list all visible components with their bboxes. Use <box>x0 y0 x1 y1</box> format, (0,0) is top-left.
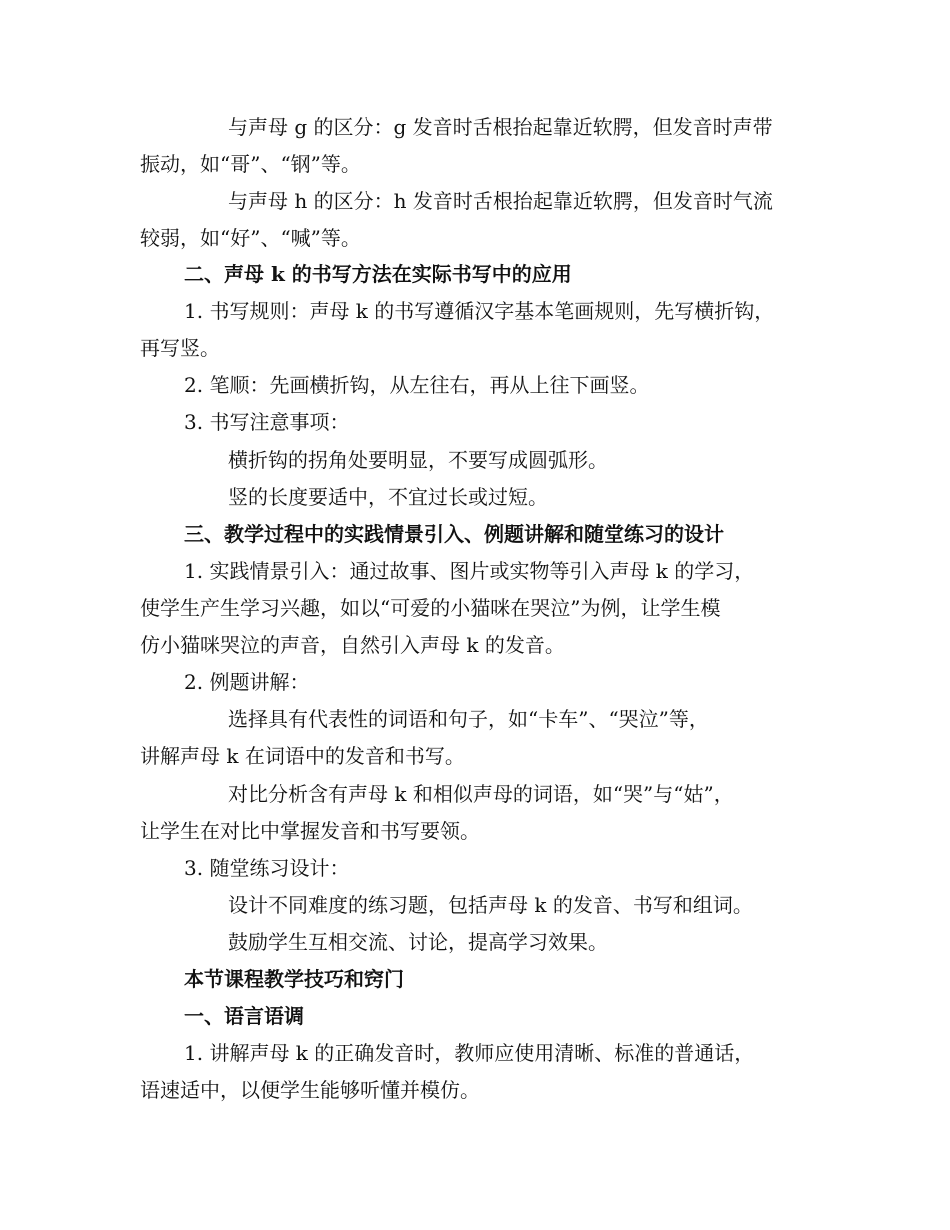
paragraph-g-distinction-line2: 振动，如“哥”、“钢”等。 <box>140 152 361 176</box>
teaching-practice-2: 鼓励学生互相交流、讨论，提高学习效果。 <box>228 930 608 954</box>
writing-rule-line1: 1. 书写规则：声母 k 的书写遵循汉字基本笔画规则，先写横折钩， <box>184 299 775 323</box>
teaching-practice-1: 设计不同难度的练习题，包括声母 k 的发音、书写和组词。 <box>228 893 753 917</box>
teaching-practice-title: 3. 随堂练习设计： <box>184 856 350 880</box>
writing-note-2: 竖的长度要适中，不宜过长或过短。 <box>228 485 548 509</box>
teaching-scenario-line3: 仿小猫咪哭泣的声音，自然引入声母 k 的发音。 <box>140 633 565 657</box>
teaching-scenario-line1: 1. 实践情景引入：通过故事、图片或实物等引入声母 k 的学习， <box>184 559 755 583</box>
writing-rule-line2: 再写竖。 <box>140 336 220 360</box>
language-item1-line1: 1. 讲解声母 k 的正确发音时，教师应使用清晰、标准的普通话， <box>184 1041 755 1065</box>
writing-notes-title: 3. 书写注意事项： <box>184 410 350 434</box>
paragraph-h-distinction-line1: 与声母 h 的区分：h 发音时舌根抬起靠近软腭，但发音时气流 <box>228 189 773 213</box>
section-heading-language: 一、语言语调 <box>184 1004 304 1028</box>
teaching-scenario-line2: 使学生产生学习兴趣，如以“可爱的小猫咪在哭泣”为例，让学生模 <box>140 596 721 620</box>
paragraph-h-distinction-line2: 较弱，如“好”、“喊”等。 <box>140 226 361 250</box>
teaching-example1-line2: 讲解声母 k 在词语中的发音和书写。 <box>140 744 465 768</box>
language-item1-line2: 语速适中，以便学生能够听懂并模仿。 <box>140 1078 480 1102</box>
section-heading-teaching: 三、教学过程中的实践情景引入、例题讲解和随堂练习的设计 <box>184 522 724 546</box>
section-title-tips: 本节课程教学技巧和窍门 <box>184 967 404 991</box>
teaching-example2-line2: 让学生在对比中掌握发音和书写要领。 <box>140 819 480 843</box>
paragraph-g-distinction-line1: 与声母 g 的区分：g 发音时舌根抬起靠近软腭，但发音时声带 <box>228 115 773 139</box>
teaching-example1-line1: 选择具有代表性的词语和句子，如“卡车”、“哭泣”等， <box>228 707 709 731</box>
teaching-example2-line1: 对比分析含有声母 k 和相似声母的词语，如“哭”与“姑”， <box>228 782 734 806</box>
teaching-examples-title: 2. 例题讲解： <box>184 670 310 694</box>
section-heading-writing: 二、声母 k 的书写方法在实际书写中的应用 <box>184 262 572 286</box>
writing-note-1: 横折钩的拐角处要明显，不要写成圆弧形。 <box>228 448 608 472</box>
writing-stroke-order: 2. 笔顺：先画横折钩，从左往右，再从上往下画竖。 <box>184 373 650 397</box>
